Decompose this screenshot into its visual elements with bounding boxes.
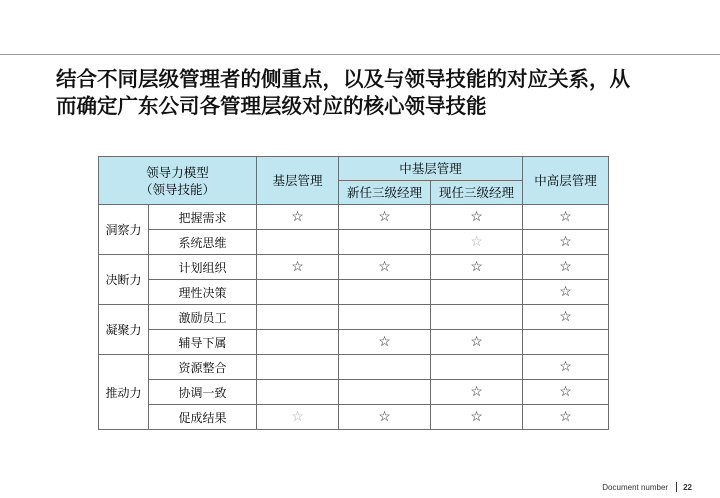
header-middle-management: 中基层管理 [339,157,523,181]
skill-label: 计划组织 [149,255,257,280]
header-senior-management: 中高层管理 [523,157,609,205]
star-mark: ☆ [523,355,609,380]
star-mark [431,305,523,330]
star-mark: ☆ [431,230,523,255]
category-cohesion: 凝聚力 [99,305,149,355]
table-row [99,380,609,405]
skill-label: 理性决策 [149,280,257,305]
table-row [99,255,609,280]
title-line-2: 而确定广东公司各管理层级对应的核心领导技能 [56,94,487,118]
star-mark: ☆ [523,280,609,305]
star-mark: ☆ [339,205,431,230]
skills-matrix-table [98,156,609,430]
star-mark: ☆ [339,405,431,430]
page-number: 22 [683,482,692,492]
star-mark [339,380,431,405]
star-mark [257,355,339,380]
header-model-line1: 领导力模型 [146,164,209,180]
title-line-1: 结合不同层级管理者的侧重点，以及与领导技能的对应关系，从 [56,67,630,91]
table-row [99,280,609,305]
category-drive: 推动力 [99,355,149,430]
slide-title [56,66,696,120]
header-current-level3-manager: 现任三级经理 [431,181,523,205]
star-mark: ☆ [523,405,609,430]
star-mark [523,330,609,355]
document-number-label: Document number [602,482,669,492]
skill-label: 促成结果 [149,405,257,430]
star-mark [339,280,431,305]
star-mark: ☆ [257,405,339,430]
star-mark: ☆ [431,405,523,430]
star-mark: ☆ [523,255,609,280]
star-mark [339,355,431,380]
star-mark: ☆ [431,330,523,355]
skill-label: 资源整合 [149,355,257,380]
star-mark [339,305,431,330]
skill-label: 激励员工 [149,305,257,330]
star-mark: ☆ [431,255,523,280]
table-row [99,330,609,355]
table-row [99,205,609,230]
star-mark: ☆ [257,205,339,230]
category-decisiveness: 决断力 [99,255,149,305]
star-mark [257,280,339,305]
header-new-level3-manager: 新任三级经理 [339,181,431,205]
skill-label: 把握需求 [149,205,257,230]
star-mark [257,380,339,405]
skill-label: 协调一致 [149,380,257,405]
star-mark [257,305,339,330]
category-insight: 洞察力 [99,205,149,255]
table-row [99,355,609,380]
star-mark: ☆ [257,255,339,280]
footer-divider [676,482,677,492]
star-mark [431,280,523,305]
table-row [99,405,609,430]
top-divider [0,54,720,55]
star-mark: ☆ [431,205,523,230]
star-mark [257,330,339,355]
star-mark [339,230,431,255]
star-mark: ☆ [339,255,431,280]
star-mark: ☆ [431,380,523,405]
page-footer [602,482,692,492]
table-row [99,230,609,255]
header-leadership-model [99,157,257,205]
star-mark: ☆ [523,380,609,405]
star-mark [431,355,523,380]
header-model-line2: （领导技能） [140,181,216,197]
table-row [99,305,609,330]
header-basic-management: 基层管理 [257,157,339,205]
star-mark: ☆ [523,305,609,330]
star-mark [257,230,339,255]
skill-label: 系统思维 [149,230,257,255]
star-mark: ☆ [523,205,609,230]
skill-label: 辅导下属 [149,330,257,355]
star-mark: ☆ [339,330,431,355]
star-mark: ☆ [523,230,609,255]
